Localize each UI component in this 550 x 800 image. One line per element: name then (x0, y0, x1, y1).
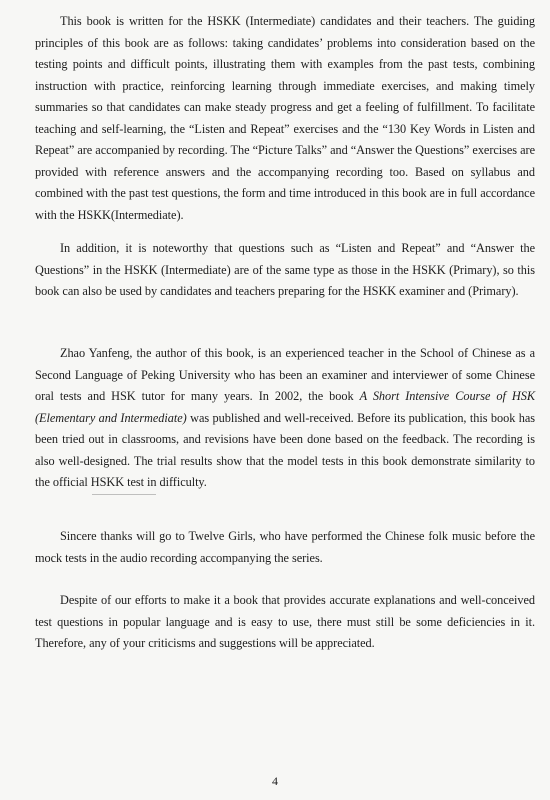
paragraph-about-author (35, 343, 535, 494)
paragraph-acknowledgement: Sincere thanks will go to Twelve Girls, who have performed the Chinese folk music before the mock tests in the audio recording accompanying the series. (35, 529, 535, 565)
author-text-before: Zhao Yanfeng, the author of this book, is an experienced teacher in the School of Chinese as a Second Language of Peking University who has been an examiner and interviewer of some Chinese oral tests and HSK tutor for many years. In 2002, the book (35, 346, 535, 403)
paragraph-introduction: This book is written for the HSKK (Intermediate) candidates and their teachers. The guiding principles of this book are as follows: taking candidates’ problems into consideration based on the testing points and difficult points, illustrating them with examples from the past tests, combining instruction with practice, reinforcing learning through immediate exercises, and making timely summaries so that candidates can make steady progress and get a feeling of fulfillment. To facilitate teaching and self-learning, the “Listen and Repeat” exercises and the “130 Key Words in Listen and Repeat” are accompanied by recording. The “Picture Talks” and “Answer the Questions” exercises are provided with reference answers and the accompanying recording too. Based on syllabus and combined with the past test questions, the form and time introduced in this book are in full accordance with the HSKK(Intermediate). (35, 14, 535, 222)
paragraph-additional-note: In addition, it is noteworthy that questions such as “Listen and Repeat” and “Answer the Questions” in the HSKK (Intermediate) are of the same type as those in the HSKK (Primary), so this book can also be used by candidates and teachers preparing for the HSKK examiner and (Primary). (35, 241, 535, 298)
page-number: 4 (272, 774, 278, 788)
pen-stroke-mark (92, 494, 156, 495)
author-text-after: was published and well-received. Before its publication, this book has been tried out in classrooms, and revisions have been done based on the feedback. The recording is also well-designed. The trial results show that the model tests in this book demonstrate similarity to the official HSKK test in difficulty. (35, 410, 535, 489)
paragraph-closing: Despite of our efforts to make it a book that provides accurate explanations and well-conceived test questions in popular language and is easy to use, there must still be some deficiencies in it. Therefore, any of your criticisms and suggestions will be appreciated. (35, 593, 535, 650)
book-title-italic: A Short Intensive Course of HSK (Elementary and Intermediate) (35, 389, 535, 425)
